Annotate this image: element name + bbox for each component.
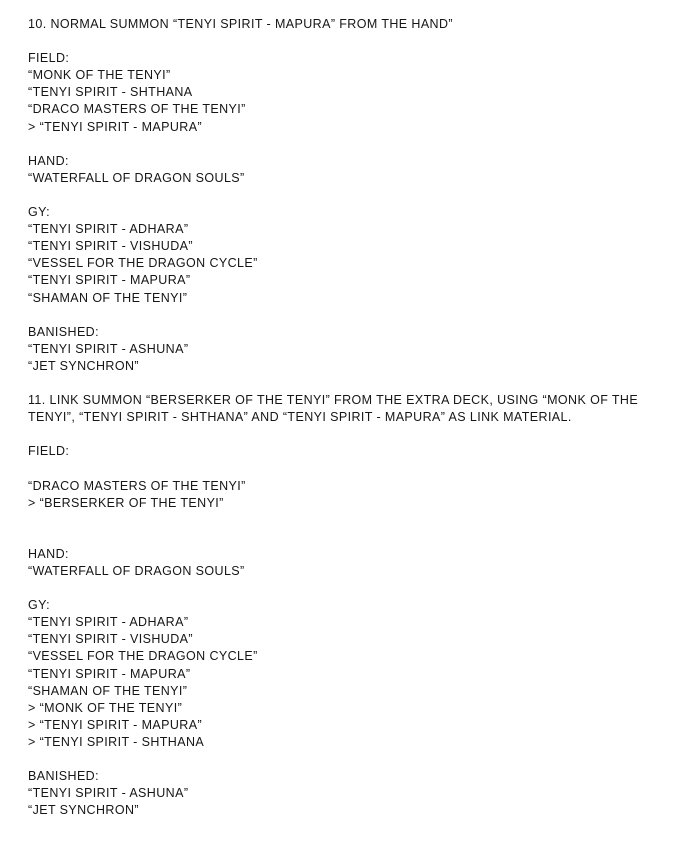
blank-line <box>28 512 686 529</box>
text-line: “SHAMAN OF THE TENYI” <box>28 290 188 305</box>
text-line: “WATERFALL OF DRAGON SOULS” <box>28 170 245 185</box>
text-line: HAND: <box>28 153 69 168</box>
blank-line <box>28 136 686 153</box>
text-line: > “TENYI SPIRIT - SHTHANA <box>28 734 205 749</box>
text-line: “VESSEL FOR THE DRAGON CYCLE” <box>28 649 258 664</box>
text-line: “TENYI SPIRIT - ASHUNA” <box>28 786 189 801</box>
text-line: “DRACO MASTERS OF THE TENYI” <box>28 478 246 493</box>
text-line: “SHAMAN OF THE TENYI” <box>28 683 188 698</box>
text-line: > “MONK OF THE TENYI” <box>28 700 183 715</box>
text-line: “TENYI SPIRIT - ASHUNA” <box>28 341 189 356</box>
blank-line <box>28 33 686 50</box>
text-line: 11. LINK SUMMON “BERSERKER OF THE TENYI” FROM THE EXTRA DECK, USING “MONK OF THE TENYI”, “TENYI SPIRIT - SHTHANA” AND “TENYI SPIRIT - MAPURA” AS LINK MATERIAL. <box>28 393 642 425</box>
text-line: “JET SYNCHRON” <box>28 358 139 373</box>
text-line: “DRACO MASTERS OF THE TENYI” <box>28 102 246 117</box>
blank-line <box>28 307 686 324</box>
text-line: > “TENYI SPIRIT - MAPURA” <box>28 717 203 732</box>
blank-line <box>28 751 686 768</box>
text-line: “TENYI SPIRIT - VISHUDA” <box>28 632 193 647</box>
blank-line <box>28 187 686 204</box>
text-line: “TENYI SPIRIT - ADHARA” <box>28 222 189 237</box>
blank-line <box>28 426 686 443</box>
text-line: FIELD: <box>28 51 70 66</box>
text-line: > “TENYI SPIRIT - MAPURA” <box>28 119 203 134</box>
blank-line <box>28 529 686 546</box>
text-line: FIELD: <box>28 444 70 459</box>
text-line: “TENYI SPIRIT - MAPURA” <box>28 666 191 681</box>
text-line: > “BERSERKER OF THE TENYI” <box>28 495 224 510</box>
text-line: HAND: <box>28 546 69 561</box>
blank-line <box>28 375 686 392</box>
blank-line <box>28 580 686 597</box>
text-line: “JET SYNCHRON” <box>28 803 139 818</box>
text-line: “WATERFALL OF DRAGON SOULS” <box>28 564 245 578</box>
text-line: BANISHED: <box>28 324 99 339</box>
text-line: “TENYI SPIRIT - ADHARA” <box>28 615 189 630</box>
text-line: “VESSEL FOR THE DRAGON CYCLE” <box>28 256 258 271</box>
text-line: “TENYI SPIRIT - VISHUDA” <box>28 239 193 254</box>
text-line: 10. NORMAL SUMMON “TENYI SPIRIT - MAPURA” FROM THE HAND” <box>28 17 453 31</box>
text-line: “MONK OF THE TENYI” <box>28 68 171 83</box>
text-line: GY: <box>28 205 51 220</box>
text-line: BANISHED: <box>28 769 99 784</box>
text-line: “TENYI SPIRIT - SHTHANA <box>28 85 193 100</box>
blank-line <box>28 460 686 477</box>
document-body <box>28 16 686 819</box>
text-line: “TENYI SPIRIT - MAPURA” <box>28 273 191 288</box>
text-line: GY: <box>28 598 51 613</box>
